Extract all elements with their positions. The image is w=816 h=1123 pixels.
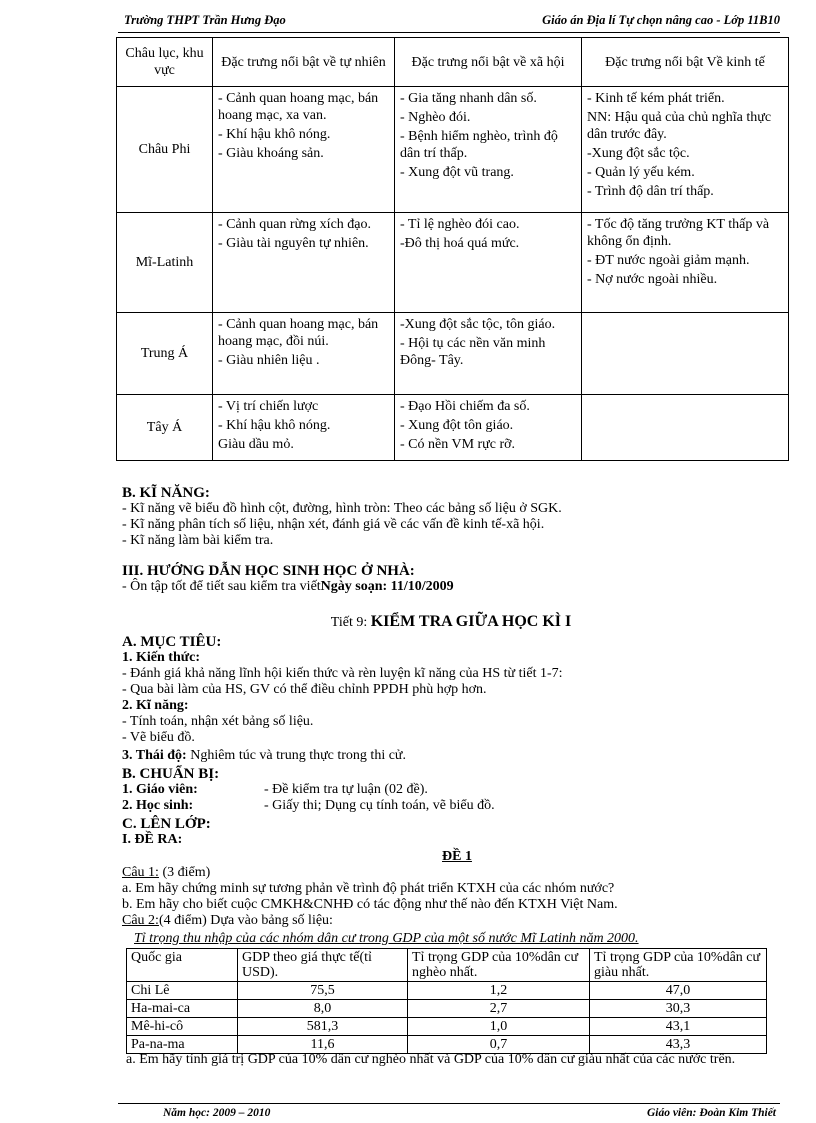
objectives-title: A. MỤC TIÊU: bbox=[122, 634, 222, 650]
q1-points: (3 điểm) bbox=[162, 865, 211, 880]
income-row bbox=[127, 1036, 767, 1054]
society-item: - Đạo Hồi chiếm đa số. bbox=[400, 399, 530, 414]
society-item: - Xung đột vũ trang. bbox=[400, 165, 514, 180]
exam-number: ĐỀ 1 bbox=[442, 849, 472, 864]
economy-item: - Nợ nước ngoài nhiều. bbox=[587, 272, 718, 287]
society-item: -Xung đột sắc tộc, tôn giáo. bbox=[400, 317, 556, 332]
knowledge-item: - Đánh giá khả năng lĩnh hội kiến thức và rèn luyện kĩ năng của HS từ tiết 1-7: bbox=[122, 666, 563, 681]
nature-item: - Vị trí chiến lược bbox=[218, 399, 319, 414]
country-cell: Ha-mai-ca bbox=[127, 1000, 238, 1018]
teacher-text: - Đề kiểm tra tự luận (02 đề). bbox=[264, 782, 428, 797]
q2-text: (4 điểm) Dựa vào bảng số liệu: bbox=[158, 913, 333, 928]
characteristics-row bbox=[117, 87, 789, 213]
society-item: - Gia tăng nhanh dân số. bbox=[400, 91, 537, 106]
col-header-gdp: GDP theo giá thực tế(tỉ USD). bbox=[238, 949, 408, 982]
value-cell: 47,0 bbox=[590, 982, 767, 1000]
characteristics-row bbox=[117, 313, 789, 395]
society-item: - Xung đột tôn giáo. bbox=[400, 418, 514, 433]
skills2-item: - Vẽ biểu đồ. bbox=[122, 730, 195, 745]
characteristics-row bbox=[117, 395, 789, 461]
income-table bbox=[126, 948, 767, 1054]
lesson-title: KIỂM TRA GIỮA HỌC KÌ I bbox=[370, 613, 572, 630]
attitude-heading: 3. Thái độ: bbox=[122, 748, 187, 763]
footer-year: Năm học: 2009 – 2010 bbox=[163, 1107, 271, 1119]
nature-item: - Khí hậu khô nóng. bbox=[218, 127, 331, 142]
value-cell: 43,1 bbox=[590, 1018, 767, 1036]
guide-title: III. HƯỚNG DẪN HỌC SINH HỌC Ở NHÀ: bbox=[122, 563, 415, 579]
economy-item: - Trình độ dân trí thấp. bbox=[587, 184, 714, 199]
value-cell: 75,5 bbox=[238, 982, 408, 1000]
economy-item: - Kinh tế kém phát triển. bbox=[587, 91, 725, 106]
page-footer bbox=[118, 1103, 780, 1122]
nature-cell bbox=[213, 313, 395, 395]
characteristics-header-row bbox=[117, 38, 789, 87]
economy-cell bbox=[582, 395, 789, 461]
page-header bbox=[118, 10, 780, 33]
skills-item: - Kĩ năng phân tích số liệu, nhận xét, đánh giá về các vấn đề kinh tế-xã hội. bbox=[122, 517, 545, 532]
nature-item: - Khí hậu khô nóng. bbox=[218, 418, 331, 433]
q2a-text: a. Em hãy tính giá trị GDP của 10% dân cư nghèo nhất và GDP của 10% dân cư giàu nhất của các nước trên. bbox=[126, 1052, 736, 1067]
economy-item: NN: Hậu quả của chủ nghĩa thực dân trước đây. bbox=[587, 110, 772, 142]
economy-cell bbox=[582, 313, 789, 395]
header-subject: Giáo án Địa lí Tự chọn nâng cao - Lớp 11B10 bbox=[542, 13, 780, 27]
skills-section bbox=[122, 485, 792, 549]
region-cell: Tây Á bbox=[117, 395, 213, 461]
society-cell bbox=[395, 213, 582, 313]
value-cell: 8,0 bbox=[238, 1000, 408, 1018]
exam-title: I. ĐỀ RA: bbox=[122, 832, 183, 847]
society-item: - Hội tụ các nền văn minh Đông- Tây. bbox=[400, 336, 546, 368]
col-header-region: Châu lục, khu vực bbox=[117, 38, 213, 87]
society-item: - Nghèo đói. bbox=[400, 110, 471, 125]
region-cell: Châu Phi bbox=[117, 87, 213, 213]
value-cell: 0,7 bbox=[408, 1036, 590, 1054]
value-cell: 30,3 bbox=[590, 1000, 767, 1018]
nature-item: Giàu dầu mỏ. bbox=[218, 437, 294, 452]
guide-section bbox=[122, 563, 792, 595]
skills2-item: - Tính toán, nhận xét bảng số liệu. bbox=[122, 714, 314, 729]
characteristics-table bbox=[116, 37, 789, 461]
region-cell: Trung Á bbox=[117, 313, 213, 395]
nature-cell bbox=[213, 87, 395, 213]
nature-cell bbox=[213, 395, 395, 461]
society-cell bbox=[395, 395, 582, 461]
society-item: -Đô thị hoá quá mức. bbox=[400, 236, 520, 251]
country-cell: Mê-hi-cô bbox=[127, 1018, 238, 1036]
col-header-economy: Đặc trưng nổi bật Về kinh tế bbox=[582, 38, 789, 87]
prep-title: B. CHUẨN BỊ: bbox=[122, 766, 220, 782]
lesson-heading bbox=[116, 614, 786, 631]
society-cell bbox=[395, 87, 582, 213]
country-cell: Chi Lê bbox=[127, 982, 238, 1000]
country-cell: Pa-na-ma bbox=[127, 1036, 238, 1054]
income-row bbox=[127, 982, 767, 1000]
society-item: - Có nền VM rực rỡ. bbox=[400, 437, 516, 452]
table2-caption: Tỉ trọng thu nhập của các nhóm dân cư trong GDP của một số nước Mĩ Latinh năm 2000. bbox=[134, 931, 639, 946]
economy-item: - Tốc độ tăng trưởng KT thấp và không ổn định. bbox=[587, 217, 770, 249]
income-row bbox=[127, 1000, 767, 1018]
value-cell: 1,2 bbox=[408, 982, 590, 1000]
date-label: Ngày soạn: 11/10/2009 bbox=[320, 579, 454, 594]
nature-cell bbox=[213, 213, 395, 313]
region-cell: Mĩ-Latinh bbox=[117, 213, 213, 313]
nature-item: - Giàu tài nguyên tự nhiên. bbox=[218, 236, 369, 251]
value-cell: 2,7 bbox=[408, 1000, 590, 1018]
q2-heading: Câu 2: bbox=[122, 913, 159, 928]
value-cell: 11,6 bbox=[238, 1036, 408, 1054]
student-text: - Giấy thi; Dụng cụ tính toán, vẽ biểu đồ. bbox=[264, 798, 495, 813]
q1b-text: b. Em hãy cho biết cuộc CMKH&CNHĐ có tác động như thế nào đến KTXH Việt Nam. bbox=[122, 897, 618, 912]
society-item: - Tỉ lệ nghèo đói cao. bbox=[400, 217, 520, 232]
skills-item: - Kĩ năng làm bài kiểm tra. bbox=[122, 533, 274, 548]
lesson-number: Tiết 9: bbox=[330, 615, 368, 630]
economy-item: -Xung đột sắc tộc. bbox=[587, 146, 690, 161]
col-header-poorest: Tỉ trọng GDP của 10%dân cư nghèo nhất. bbox=[408, 949, 590, 982]
col-header-society: Đặc trưng nổi bật về xã hội bbox=[395, 38, 582, 87]
lesson-body bbox=[122, 634, 792, 929]
q1-heading: Câu 1: bbox=[122, 865, 159, 880]
economy-item: - ĐT nước ngoài giảm mạnh. bbox=[587, 253, 750, 268]
nature-item: - Giàu nhiên liệu . bbox=[218, 353, 320, 368]
attitude-text: Nghiêm túc và trung thực trong thi cử. bbox=[190, 748, 407, 763]
nature-item: - Giàu khoáng sản. bbox=[218, 146, 324, 161]
col-header-richest: Tỉ trọng GDP của 10%dân cư giàu nhất. bbox=[590, 949, 767, 982]
nature-item: - Cảnh quan rừng xích đạo. bbox=[218, 217, 371, 232]
skills-title: B. KĨ NĂNG: bbox=[122, 485, 210, 501]
value-cell: 1,0 bbox=[408, 1018, 590, 1036]
skills-item: - Kĩ năng vẽ biểu đồ hình cột, đường, hình tròn: Theo các bảng số liệu ở SGK. bbox=[122, 501, 562, 516]
student-heading: 2. Học sinh: bbox=[122, 798, 194, 813]
knowledge-item: - Qua bài làm của HS, GV có thể điều chỉnh PPDH phù hợp hơn. bbox=[122, 682, 487, 697]
characteristics-row bbox=[117, 213, 789, 313]
col-header-country: Quốc gia bbox=[127, 949, 238, 982]
q1a-text: a. Em hãy chứng minh sự tương phản về trình độ phát triển KTXH của các nhóm nước? bbox=[122, 881, 615, 896]
skills2-heading: 2. Kĩ năng: bbox=[122, 698, 189, 713]
guide-item: - Ôn tập tốt để tiết sau kiểm tra viết bbox=[122, 579, 321, 594]
knowledge-heading: 1. Kiến thức: bbox=[122, 650, 201, 665]
economy-item: - Quản lý yếu kém. bbox=[587, 165, 695, 180]
col-header-nature: Đặc trưng nổi bật về tự nhiên bbox=[213, 38, 395, 87]
society-cell bbox=[395, 313, 582, 395]
economy-cell bbox=[582, 213, 789, 313]
value-cell: 43,3 bbox=[590, 1036, 767, 1054]
class-title: C. LÊN LỚP: bbox=[122, 816, 211, 832]
teacher-heading: 1. Giáo viên: bbox=[122, 782, 198, 797]
nature-item: - Cảnh quan hoang mạc, bán hoang mạc, xa van. bbox=[218, 91, 379, 123]
economy-cell bbox=[582, 87, 789, 213]
income-header-row bbox=[127, 949, 767, 982]
header-school: Trường THPT Trần Hưng Đạo bbox=[124, 13, 286, 27]
footer-teacher: Giáo viên: Đoàn Kim Thiết bbox=[646, 1107, 776, 1119]
society-item: - Bệnh hiểm nghèo, trình độ dân trí thấp. bbox=[400, 129, 558, 161]
income-row bbox=[127, 1018, 767, 1036]
value-cell: 581,3 bbox=[238, 1018, 408, 1036]
nature-item: - Cảnh quan hoang mạc, bán hoang mạc, đồi núi. bbox=[218, 317, 379, 349]
